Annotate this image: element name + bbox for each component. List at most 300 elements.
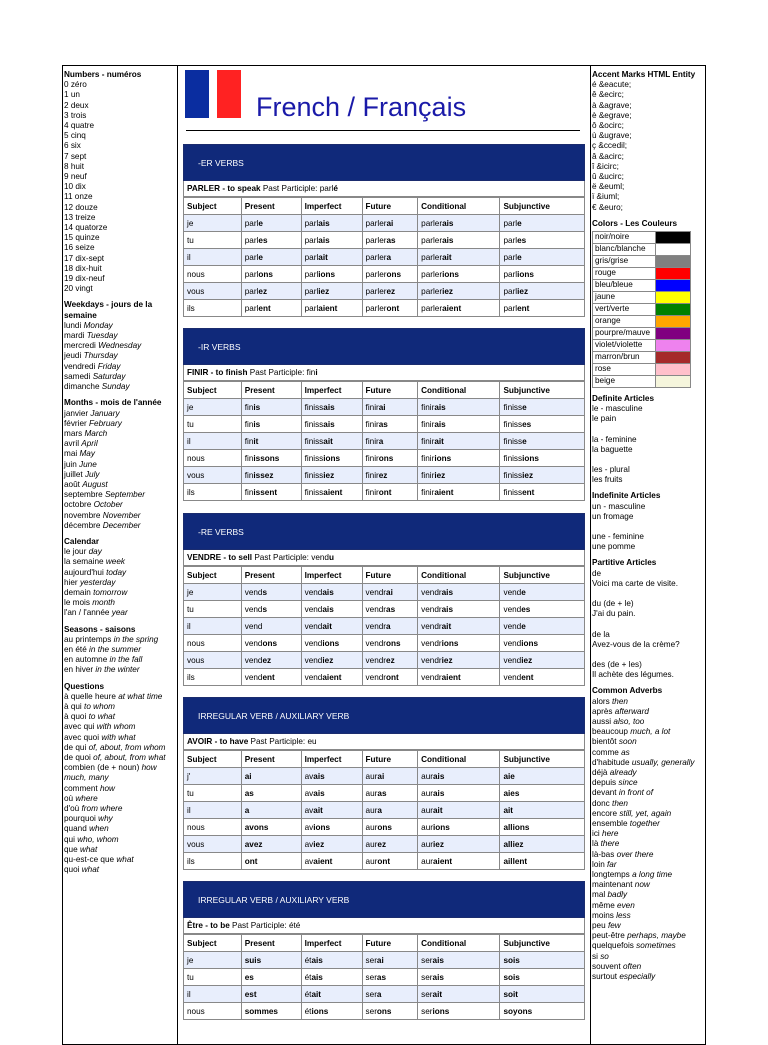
table-cell bbox=[418, 969, 500, 986]
ending: ais bbox=[442, 218, 454, 228]
list-item bbox=[592, 880, 705, 890]
list-item bbox=[592, 522, 705, 532]
list-item: 16 seize bbox=[64, 243, 95, 253]
term: l'an / l'année bbox=[64, 608, 110, 618]
translation: how much, many bbox=[64, 763, 157, 783]
stem: parl bbox=[304, 286, 319, 296]
ending: sois bbox=[503, 972, 520, 982]
list-item bbox=[592, 788, 705, 798]
list-item bbox=[64, 362, 176, 372]
list-item bbox=[64, 460, 176, 470]
table-cell bbox=[301, 584, 362, 601]
table-header-row bbox=[184, 382, 585, 399]
term: où bbox=[64, 793, 74, 803]
term: combien (de + noun) bbox=[64, 763, 140, 773]
ending: ais bbox=[434, 402, 446, 412]
column-header: Conditional bbox=[418, 382, 500, 399]
table-cell bbox=[362, 669, 418, 686]
verb-block bbox=[183, 328, 585, 501]
stem: parl bbox=[304, 235, 319, 245]
table-cell bbox=[184, 484, 242, 501]
table-row bbox=[184, 802, 585, 819]
column-header: Subjunctive bbox=[500, 935, 585, 952]
table-cell bbox=[362, 249, 418, 266]
stem: finir bbox=[365, 419, 379, 429]
table-row bbox=[184, 836, 585, 853]
translation: in the fall bbox=[109, 655, 143, 665]
table-cell bbox=[362, 1003, 418, 1020]
ending: ez bbox=[378, 470, 388, 480]
ending: s bbox=[262, 587, 268, 597]
stem: av bbox=[304, 805, 314, 815]
term: à quoi bbox=[64, 712, 87, 722]
table-row bbox=[184, 584, 585, 601]
ending: e bbox=[258, 218, 263, 228]
table-cell bbox=[418, 416, 500, 433]
questions-title: Questions bbox=[64, 681, 105, 691]
table-cell bbox=[362, 300, 418, 317]
table-cell bbox=[418, 283, 500, 300]
list-item bbox=[64, 578, 176, 588]
ending: iez bbox=[322, 655, 334, 665]
color-swatch bbox=[656, 328, 691, 340]
stem: ét bbox=[304, 955, 312, 965]
translation: April bbox=[81, 439, 98, 449]
past-participle-ending: u bbox=[329, 553, 335, 562]
term: dimanche bbox=[64, 382, 100, 392]
column-header: Subject bbox=[184, 935, 242, 952]
table-row bbox=[184, 785, 585, 802]
term: donc bbox=[592, 798, 610, 808]
past-participle-stem: vend bbox=[311, 553, 329, 562]
translation: Thursday bbox=[83, 351, 118, 361]
verb-header: -ER VERBS bbox=[183, 144, 585, 181]
ending: ez bbox=[386, 286, 396, 296]
term: avec quoi bbox=[64, 732, 100, 742]
past-participle-label: Past Participle: bbox=[262, 184, 320, 193]
table-cell bbox=[500, 450, 585, 467]
translation: at what time bbox=[118, 691, 163, 701]
stem: ils bbox=[187, 487, 195, 497]
term: à qui bbox=[64, 701, 82, 711]
table-row bbox=[184, 768, 585, 785]
stem: av bbox=[304, 839, 314, 849]
ending: suis bbox=[244, 955, 262, 965]
table-row bbox=[184, 399, 585, 416]
stem: vendr bbox=[421, 604, 442, 614]
column-header: Subject bbox=[184, 382, 242, 399]
list-item bbox=[592, 707, 705, 717]
past-participle-label: Past Participle: bbox=[232, 921, 289, 930]
table-cell bbox=[500, 1003, 585, 1020]
color-label: beige bbox=[593, 376, 656, 388]
table-cell bbox=[301, 450, 362, 467]
translation: Saturday bbox=[92, 371, 126, 381]
stem: finiss bbox=[304, 402, 324, 412]
table-cell bbox=[184, 584, 242, 601]
table-cell bbox=[418, 785, 500, 802]
stem: parl bbox=[503, 252, 518, 262]
ending: ent bbox=[262, 672, 275, 682]
verb-infinitive: PARLER - to speak bbox=[187, 184, 261, 193]
color-label: pourpre/mauve bbox=[593, 328, 656, 340]
table-cell bbox=[362, 215, 418, 232]
column-header: Present bbox=[241, 935, 301, 952]
stem: vend bbox=[244, 604, 263, 614]
table-cell bbox=[362, 416, 418, 433]
table-cell bbox=[500, 952, 585, 969]
stem: fin bbox=[244, 487, 254, 497]
translation: year bbox=[111, 608, 128, 618]
ending: a bbox=[377, 805, 382, 815]
term: d'habitude bbox=[592, 757, 630, 767]
partitive-title: Partitive Articles bbox=[592, 558, 657, 568]
table-cell bbox=[301, 300, 362, 317]
column-header: Conditional bbox=[418, 935, 500, 952]
term: beaucoup bbox=[592, 727, 628, 737]
table-header-row bbox=[184, 198, 585, 215]
table-row bbox=[184, 986, 585, 1003]
color-row bbox=[593, 340, 691, 352]
list-item bbox=[64, 521, 176, 531]
ending: ions bbox=[442, 269, 459, 279]
table-cell bbox=[301, 249, 362, 266]
color-row bbox=[593, 292, 691, 304]
translation: October bbox=[93, 500, 123, 510]
translation: to what bbox=[88, 712, 115, 722]
table-cell bbox=[184, 986, 242, 1003]
color-swatch bbox=[656, 352, 691, 364]
stem: il bbox=[187, 805, 191, 815]
color-swatch bbox=[656, 280, 691, 292]
stem: il bbox=[187, 621, 191, 631]
stem: vend bbox=[503, 587, 522, 597]
stem: ét bbox=[304, 1006, 312, 1016]
table-cell bbox=[241, 836, 301, 853]
table-cell bbox=[184, 232, 242, 249]
table-row bbox=[184, 484, 585, 501]
color-swatch bbox=[656, 304, 691, 316]
stem: av bbox=[304, 771, 314, 781]
ending: ions bbox=[432, 1006, 450, 1016]
color-swatch bbox=[656, 376, 691, 388]
translation: September bbox=[104, 490, 146, 500]
stem: ser bbox=[421, 1006, 433, 1016]
list-item bbox=[64, 743, 176, 753]
table-cell bbox=[500, 853, 585, 870]
stem: vend bbox=[503, 621, 522, 631]
ending: ons bbox=[262, 638, 278, 648]
translation: afterward bbox=[614, 706, 649, 716]
table-cell bbox=[362, 969, 418, 986]
ending: ent bbox=[258, 303, 271, 313]
list-item bbox=[64, 635, 176, 645]
stem: parler bbox=[421, 218, 443, 228]
translation: day bbox=[88, 547, 102, 557]
list-item bbox=[64, 784, 176, 794]
ending: avons bbox=[244, 822, 269, 832]
table-header-row bbox=[184, 751, 585, 768]
stem: vend bbox=[244, 655, 263, 665]
list-item bbox=[64, 712, 176, 722]
column-header: Future bbox=[362, 567, 418, 584]
table-cell bbox=[500, 249, 585, 266]
table-cell bbox=[418, 266, 500, 283]
column-header: Imperfect bbox=[301, 382, 362, 399]
list-item: une - feminine bbox=[592, 532, 644, 542]
stem: finir bbox=[365, 402, 379, 412]
table-cell bbox=[418, 669, 500, 686]
table-cell bbox=[500, 467, 585, 484]
stem: parl bbox=[244, 218, 259, 228]
table-cell bbox=[362, 266, 418, 283]
verb-header: IRREGULAR VERB / AUXILIARY VERB bbox=[183, 697, 585, 734]
list-item bbox=[592, 589, 705, 599]
term: pourquoi bbox=[64, 814, 96, 824]
ending: ai bbox=[244, 771, 252, 781]
stem: je bbox=[187, 218, 194, 228]
stem: parler bbox=[365, 286, 387, 296]
column-header: Imperfect bbox=[301, 198, 362, 215]
seasons-title: Seasons - saisons bbox=[64, 624, 136, 634]
ending: ons bbox=[386, 269, 402, 279]
stem: finiss bbox=[503, 470, 523, 480]
stem: vous bbox=[187, 839, 205, 849]
column-header: Conditional bbox=[418, 751, 500, 768]
table-cell bbox=[241, 467, 301, 484]
ending: e bbox=[522, 402, 527, 412]
list-item bbox=[592, 860, 705, 870]
list-item bbox=[64, 321, 176, 331]
table-row bbox=[184, 1003, 585, 1020]
table-cell bbox=[500, 215, 585, 232]
stem: finiss bbox=[304, 487, 324, 497]
stem: aur bbox=[365, 771, 378, 781]
translation: soon bbox=[618, 737, 637, 747]
column-header: Subject bbox=[184, 751, 242, 768]
table-cell bbox=[362, 952, 418, 969]
list-item bbox=[592, 455, 705, 465]
table-cell bbox=[184, 785, 242, 802]
list-item bbox=[64, 511, 176, 521]
ending: ions bbox=[322, 638, 340, 648]
table-cell bbox=[301, 467, 362, 484]
verb-block bbox=[183, 697, 585, 870]
table-cell bbox=[184, 601, 242, 618]
list-item bbox=[64, 692, 176, 702]
ending: as bbox=[376, 972, 387, 982]
list-item bbox=[64, 480, 176, 490]
table-cell bbox=[362, 652, 418, 669]
stem: vend bbox=[244, 587, 263, 597]
translation: Friday bbox=[97, 361, 121, 371]
stem: aur bbox=[365, 822, 378, 832]
ending: aient bbox=[318, 303, 338, 313]
table-cell bbox=[184, 467, 242, 484]
translation: of, about, from whom bbox=[88, 742, 166, 752]
stem: vendr bbox=[421, 672, 442, 682]
translation: much, a lot bbox=[630, 727, 671, 737]
term: décembre bbox=[64, 520, 101, 530]
list-item bbox=[592, 890, 705, 900]
stem: vendr bbox=[421, 587, 442, 597]
ending: as bbox=[377, 788, 387, 798]
ending: ez bbox=[377, 839, 387, 849]
translation: March bbox=[84, 428, 108, 438]
term: maintenant bbox=[592, 880, 633, 890]
list-item: û &ucirc; bbox=[592, 172, 624, 182]
ending: ais bbox=[432, 955, 444, 965]
stem: ser bbox=[421, 972, 433, 982]
table-row bbox=[184, 266, 585, 283]
translation: where bbox=[75, 793, 98, 803]
ending: a bbox=[376, 989, 382, 999]
ending: es bbox=[244, 972, 254, 982]
translation: Wednesday bbox=[98, 341, 142, 351]
stem: nous bbox=[187, 453, 205, 463]
term: comment bbox=[64, 783, 98, 793]
stem: aur bbox=[421, 805, 433, 815]
table-cell bbox=[301, 283, 362, 300]
table-cell bbox=[241, 952, 301, 969]
indefinite-list bbox=[592, 502, 705, 553]
list-item: 12 douze bbox=[64, 202, 98, 212]
ending: ions bbox=[434, 453, 452, 463]
ending: ent bbox=[522, 487, 535, 497]
table-row bbox=[184, 819, 585, 836]
stem: finir bbox=[365, 436, 379, 446]
list-item bbox=[64, 814, 176, 824]
column-header: Imperfect bbox=[301, 935, 362, 952]
translation: when bbox=[89, 824, 109, 834]
stem: ser bbox=[421, 989, 433, 999]
color-label: vert/verte bbox=[593, 304, 656, 316]
column-divider-right bbox=[590, 65, 591, 1045]
ending: issons bbox=[253, 453, 280, 463]
list-item: du (de + le) bbox=[592, 599, 634, 609]
column-header: Subjunctive bbox=[500, 198, 585, 215]
list-item bbox=[592, 737, 705, 747]
translation: who, whom bbox=[77, 834, 119, 844]
term: aujourd'hui bbox=[64, 567, 104, 577]
color-swatch bbox=[656, 232, 691, 244]
ending: ais bbox=[318, 235, 330, 245]
ending: ait bbox=[311, 989, 322, 999]
table-cell bbox=[184, 802, 242, 819]
stem: parl bbox=[304, 252, 319, 262]
table-cell bbox=[301, 969, 362, 986]
table-cell bbox=[241, 618, 301, 635]
translation: January bbox=[90, 408, 120, 418]
table-cell bbox=[500, 669, 585, 686]
verb-infinitive-line bbox=[183, 181, 585, 197]
stem: parl bbox=[503, 269, 518, 279]
table-cell bbox=[184, 266, 242, 283]
table-cell bbox=[362, 433, 418, 450]
term: peut-être bbox=[592, 931, 625, 941]
stem: fin bbox=[244, 402, 254, 412]
translation: together bbox=[629, 818, 660, 828]
term: janvier bbox=[64, 408, 89, 418]
ending: e bbox=[521, 587, 526, 597]
ending: ais bbox=[318, 218, 330, 228]
list-item: 5 cinq bbox=[64, 131, 86, 141]
stem: parler bbox=[421, 252, 443, 262]
list-item bbox=[64, 331, 176, 341]
ending: est bbox=[244, 989, 257, 999]
table-cell bbox=[362, 768, 418, 785]
table-cell bbox=[301, 601, 362, 618]
ending: iez bbox=[434, 470, 446, 480]
ending: ais bbox=[441, 587, 454, 597]
stem: finir bbox=[421, 470, 435, 480]
color-row bbox=[593, 376, 691, 388]
ending: is bbox=[253, 419, 261, 429]
color-label: rouge bbox=[593, 268, 656, 280]
stem: vend bbox=[304, 587, 323, 597]
ending: avez bbox=[244, 839, 263, 849]
term: qui bbox=[64, 834, 75, 844]
list-item bbox=[64, 598, 176, 608]
table-cell bbox=[418, 652, 500, 669]
table-cell bbox=[500, 584, 585, 601]
list-item bbox=[592, 962, 705, 972]
color-swatch bbox=[656, 340, 691, 352]
ending: ais bbox=[322, 587, 334, 597]
verb-infinitive: AVOIR - to have bbox=[187, 737, 249, 746]
stem: fin bbox=[244, 470, 254, 480]
stem: vend bbox=[503, 655, 522, 665]
table-cell bbox=[362, 601, 418, 618]
table-cell bbox=[362, 986, 418, 1003]
translation: yesterday bbox=[79, 577, 116, 587]
term: si bbox=[592, 951, 598, 961]
color-row bbox=[593, 304, 691, 316]
color-row bbox=[593, 352, 691, 364]
stem: ils bbox=[187, 303, 195, 313]
color-row bbox=[593, 268, 691, 280]
list-item: 6 six bbox=[64, 141, 81, 151]
stem: finiss bbox=[304, 453, 324, 463]
stem: ils bbox=[187, 672, 195, 682]
stem: aur bbox=[365, 805, 378, 815]
conjugation-table bbox=[183, 197, 585, 317]
table-cell bbox=[301, 819, 362, 836]
table-row bbox=[184, 652, 585, 669]
stem: finiss bbox=[503, 487, 523, 497]
table-cell bbox=[241, 819, 301, 836]
ending: ait bbox=[432, 989, 443, 999]
term: le jour bbox=[64, 547, 87, 557]
stem: parler bbox=[365, 218, 387, 228]
stem: vous bbox=[187, 470, 205, 480]
translation: what bbox=[81, 865, 100, 875]
ending: ions bbox=[313, 822, 331, 832]
stem: il bbox=[187, 252, 191, 262]
table-cell bbox=[241, 399, 301, 416]
table-cell bbox=[184, 969, 242, 986]
translation: why bbox=[98, 814, 113, 824]
ending: ait bbox=[432, 805, 443, 815]
column-header: Future bbox=[362, 935, 418, 952]
table-cell bbox=[241, 450, 301, 467]
list-item bbox=[592, 727, 705, 737]
adverbs-list bbox=[592, 697, 705, 983]
ending: ions bbox=[318, 269, 336, 279]
ending: ait bbox=[503, 805, 514, 815]
stem: parler bbox=[421, 235, 443, 245]
stem: parl bbox=[244, 286, 259, 296]
